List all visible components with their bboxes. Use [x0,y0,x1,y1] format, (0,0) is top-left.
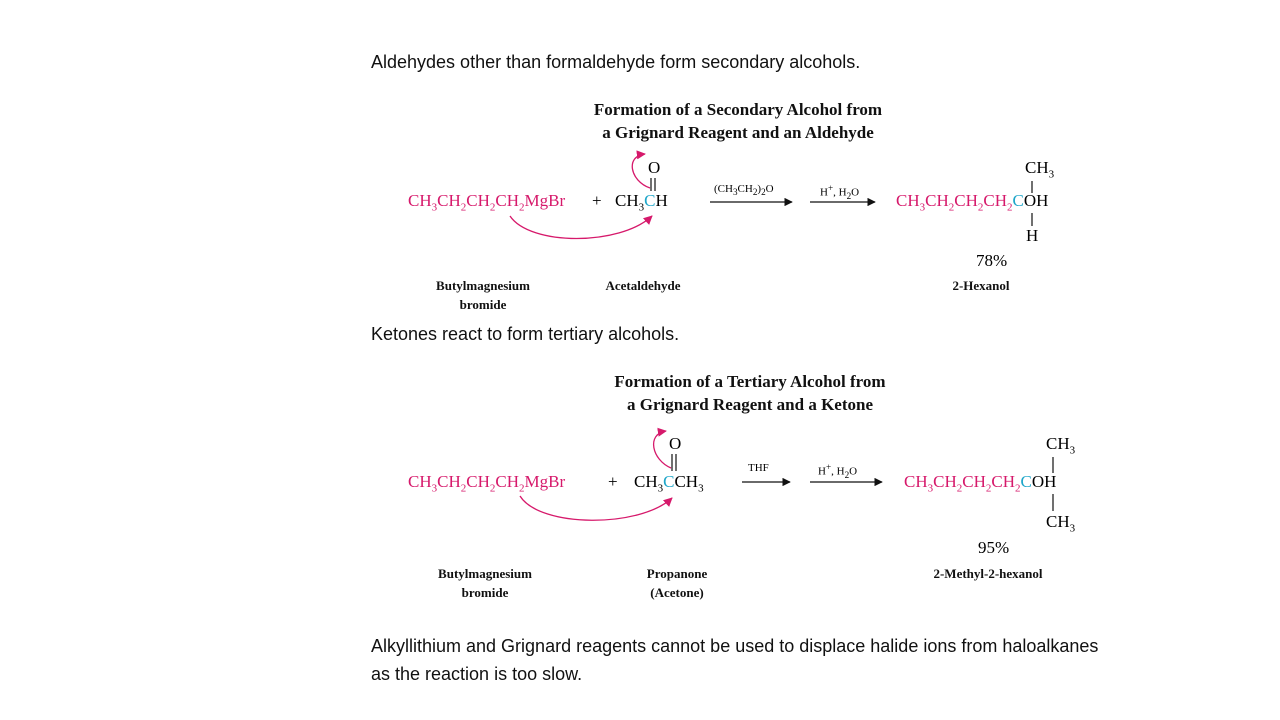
methyl-substituent-top: $CH_3$ [1046,434,1076,457]
statement-alkyllithium-line2: as the reaction is too slow. [371,664,583,684]
plus-sign: + [592,191,602,210]
hydrogen-substituent: H [1026,226,1039,245]
statement-ketones: Ketones react to form tertiary alcohols. [371,324,680,344]
reaction-tertiary-alcohol [400,368,1120,608]
reaction-graphics [400,368,1120,608]
carbonyl-oxygen: O [648,158,661,177]
hexanol-formula: $CH_3CH_2CH_2CH_2COH$ [896,191,1049,214]
label-2-hexanol: 2-Hexanol [952,278,1010,293]
statement-alkyllithium-line1: Alkyllithium and Grignard reagents cannot be used to displace halide ions from haloalkanes [371,636,1099,656]
curved-arrow-nucleophile [510,216,652,239]
condition-solvent: $(CH_3CH_2)_2O$ [714,183,774,198]
label-line: Butylmagnesium [436,278,530,293]
label-line: bromide [461,585,509,600]
label-line: (Acetone) [650,585,704,600]
condition-workup: H+, $H_2O$ [818,462,858,480]
methylhexanol-formula: $CH_3CH_2CH_2CH_2COH$ [904,472,1057,495]
statement-alkyllithium [371,632,1271,688]
label-line: Butylmagnesium [438,566,532,581]
carbonyl-oxygen: O [669,434,682,453]
reaction-title-line2: a Grignard Reagent and an Aldehyde [602,123,874,142]
acetaldehyde-formula: $CH_3CH$ [615,191,668,214]
curved-arrow-bond [632,154,650,188]
reaction-graphics [400,96,1120,311]
plus-sign: + [608,472,618,491]
reaction-title-line2: a Grignard Reagent and a Ketone [626,395,874,414]
butylmagnesium-bromide-formula: $CH_3CH_2CH_2CH_2MgBr$ [408,191,566,214]
label-line: Propanone [646,566,708,581]
curved-arrow-nucleophile [520,496,672,520]
methyl-substituent-bottom: $CH_3$ [1046,512,1076,535]
yield-value: 78% [976,251,1008,270]
yield-value: 95% [978,538,1010,557]
label-acetaldehyde: Acetaldehyde [605,278,681,293]
reaction-title-line1: Formation of a Secondary Alcohol from [593,100,883,119]
condition-solvent: THF [748,462,769,474]
butylmagnesium-bromide-formula: $CH_3CH_2CH_2CH_2MgBr$ [408,472,566,495]
label-line: bromide [459,297,507,312]
curved-arrow-bond [654,431,671,468]
reaction-title-line1: Formation of a Tertiary Alcohol from [614,372,886,391]
statement-aldehydes: Aldehydes other than formaldehyde form secondary alcohols. [371,52,861,72]
label-2-methyl-2-hexanol: 2-Methyl-2-hexanol [933,566,1043,581]
methyl-substituent: $CH_3$ [1025,158,1055,181]
reaction-secondary-alcohol [400,96,1120,311]
propanone-formula: $CH_3CCH_3$ [634,472,704,495]
condition-workup: H+, $H_2O$ [820,183,860,201]
